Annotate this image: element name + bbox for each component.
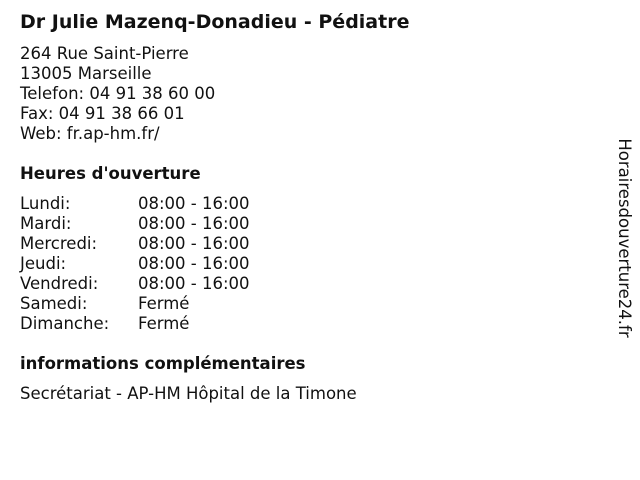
fax-number: Fax: 04 91 38 66 01 (20, 104, 185, 123)
day-hours: 08:00 - 16:00 (138, 274, 250, 293)
day-label: Mardi: (20, 214, 72, 233)
day-label: Dimanche: (20, 314, 110, 333)
site-watermark: Horairesdouverture24.fr (615, 138, 634, 338)
day-label: Jeudi: (20, 254, 67, 273)
phone-number: Telefon: 04 91 38 60 00 (20, 84, 216, 103)
opening-hours-heading: Heures d'ouverture (20, 164, 201, 183)
day-label: Samedi: (20, 294, 88, 313)
day-hours: Fermé (138, 314, 190, 333)
day-label: Lundi: (20, 194, 71, 213)
day-label: Vendredi: (20, 274, 99, 293)
day-hours: 08:00 - 16:00 (138, 254, 250, 273)
day-hours: 08:00 - 16:00 (138, 194, 250, 213)
day-hours: Fermé (138, 294, 190, 313)
day-hours: 08:00 - 16:00 (138, 234, 250, 253)
day-label: Mercredi: (20, 234, 98, 253)
street-address: 264 Rue Saint-Pierre (20, 44, 189, 63)
day-hours: 08:00 - 16:00 (138, 214, 250, 233)
contact-block (20, 44, 215, 144)
page-title: Dr Julie Mazenq-Donadieu - Pédiatre (20, 11, 410, 33)
additional-info-text: Secrétariat - AP-HM Hôpital de la Timone (20, 384, 357, 403)
additional-info-heading: informations complémentaires (20, 354, 306, 373)
website-link[interactable]: Web: fr.ap-hm.fr/ (20, 124, 160, 143)
city-postcode: 13005 Marseille (20, 64, 152, 83)
